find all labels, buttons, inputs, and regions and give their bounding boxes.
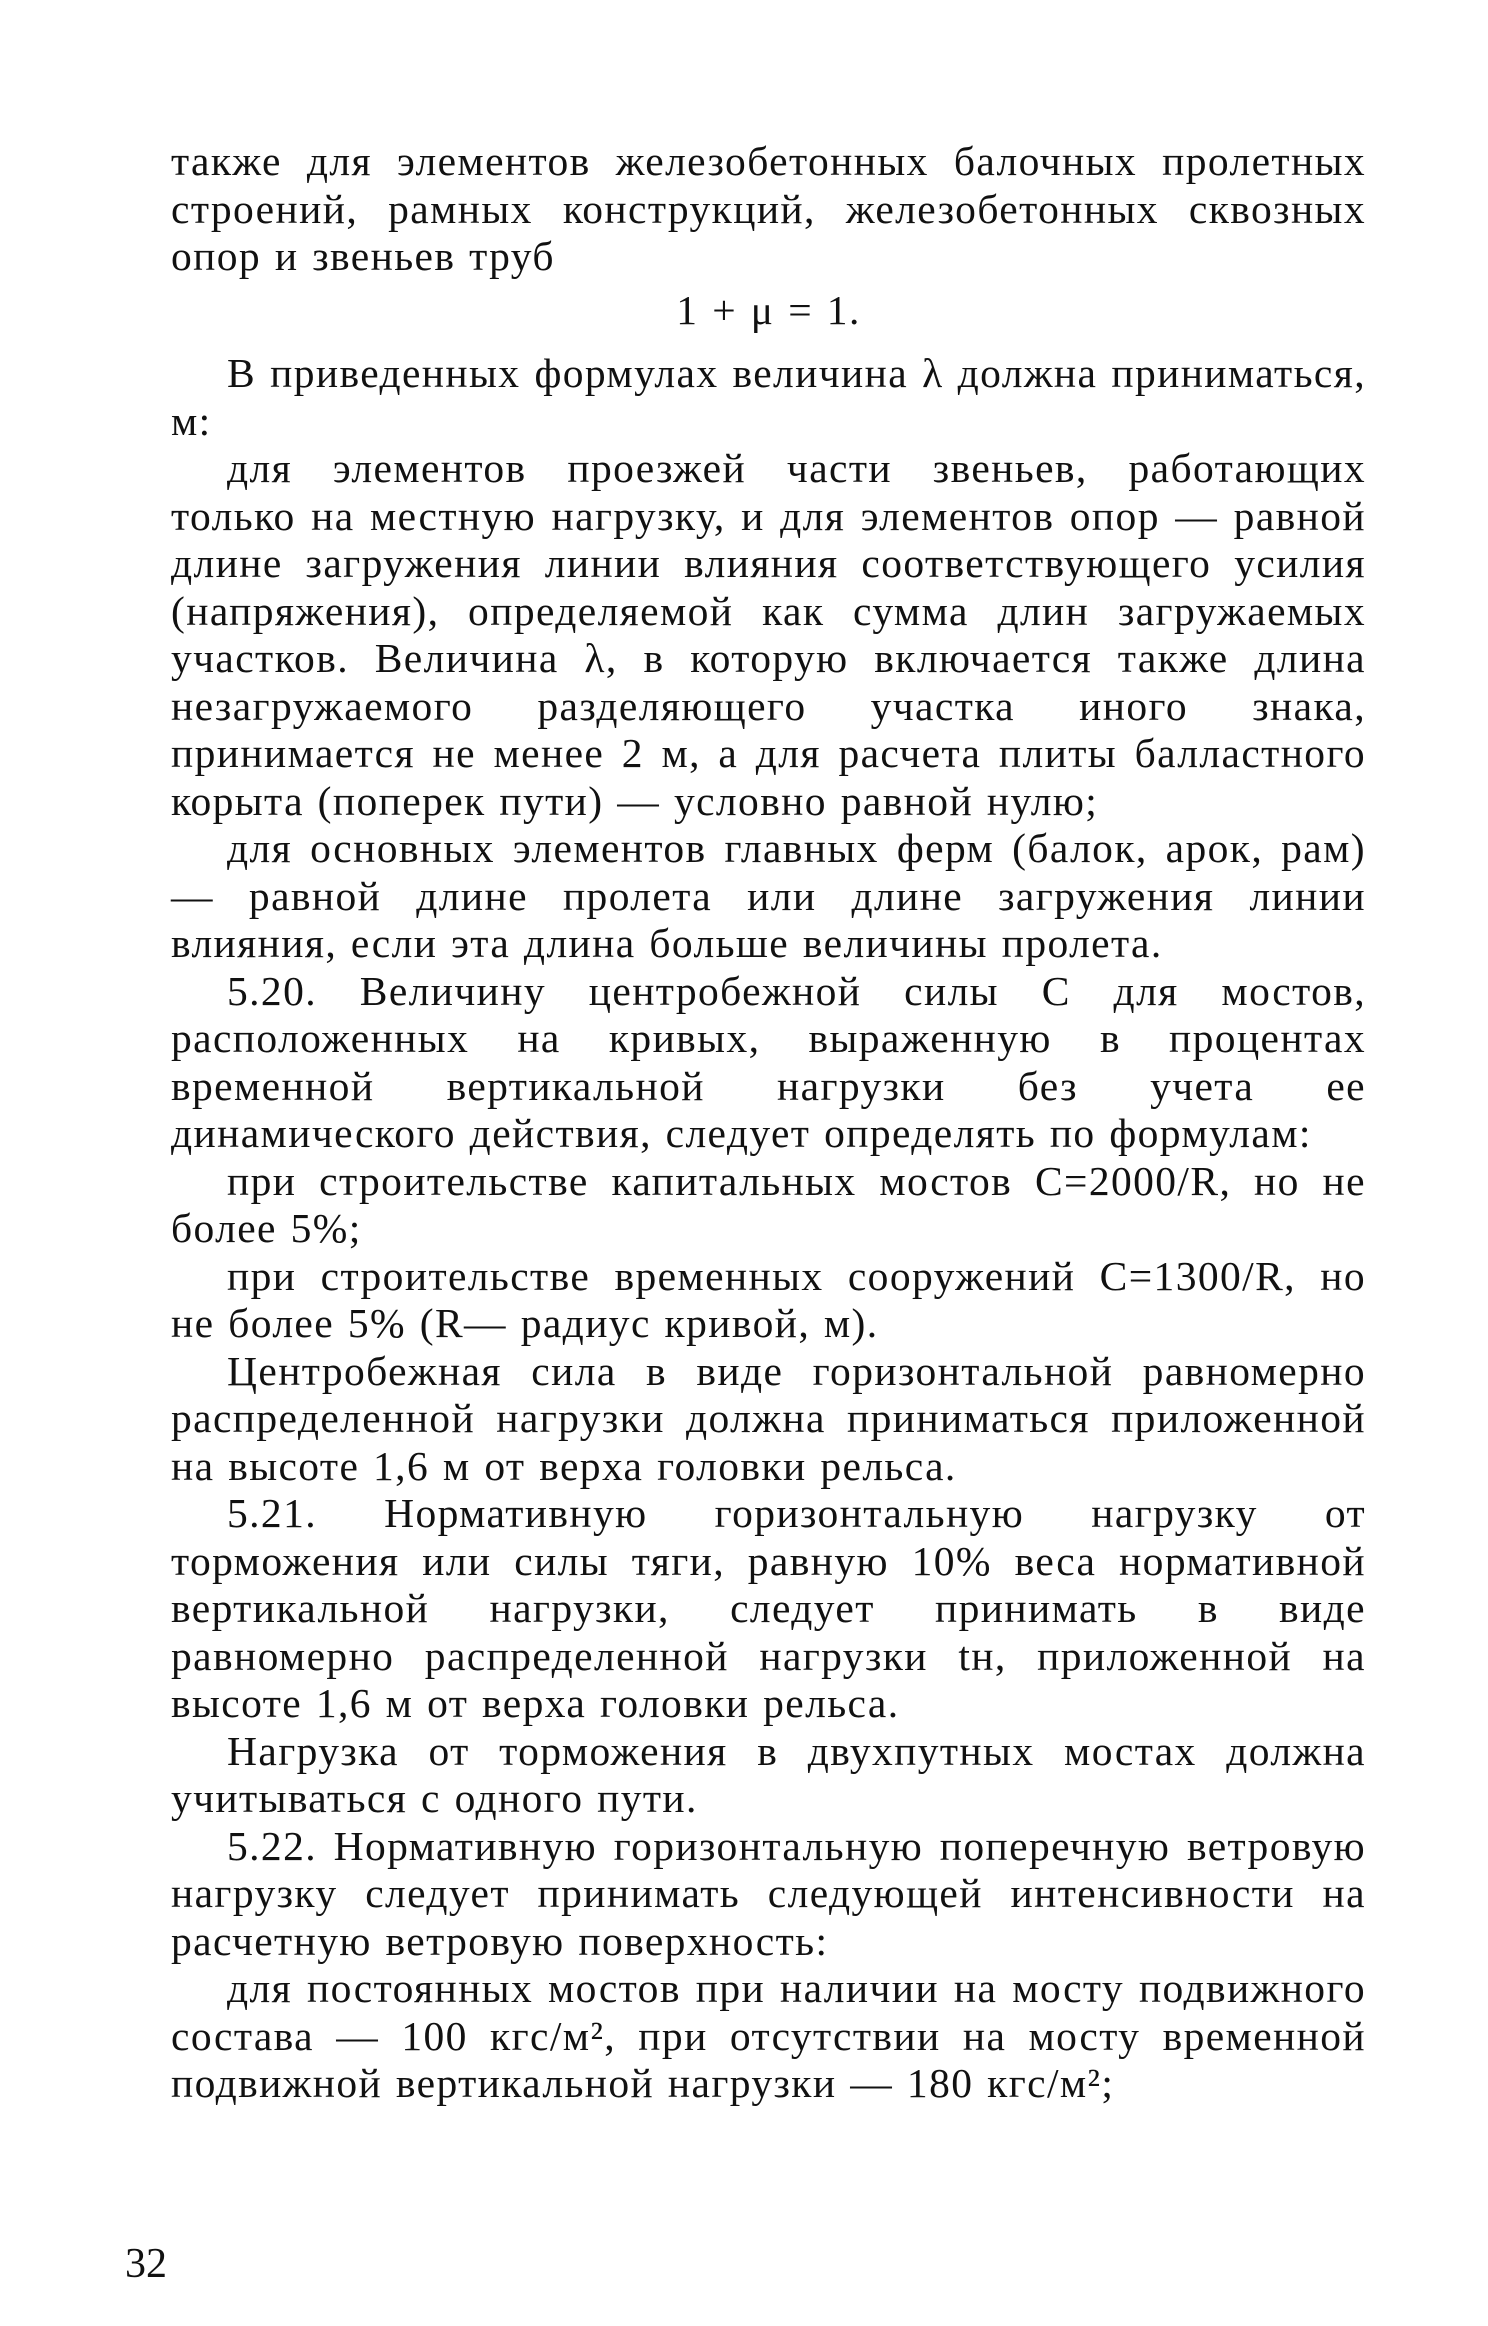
paragraph: при строительстве временных сооружений C=1300/R, но не более 5% (R— радиус кривой, м).: [171, 1252, 1366, 1346]
paragraph: В приведенных формулах величина λ должна приниматься, м:: [171, 350, 1366, 444]
paragraph: для основных элементов главных ферм (балок, арок, рам) — равной длине пролета или длине загружения линии влияния, если эта длина больше величины пролета.: [171, 825, 1366, 966]
paragraph: также для элементов железобетонных балочных пролетных строений, рамных конструкций, железобетонных сквозных опор и звеньев труб: [171, 138, 1366, 279]
page-body: [171, 138, 1366, 2108]
page-number: 32: [125, 2241, 167, 2287]
paragraph: Нагрузка от торможения в двухпутных мостах должна учитываться с одного пути.: [171, 1727, 1366, 1821]
section-5-21: 5.21. Нормативную горизонтальную нагрузку от торможения или силы тяги, равную 10% веса нормативной вертикальной нагрузки, следует принимать в виде равномерно распределенной нагрузки tн, приложенной на высоте 1,6 м от верха головки рельса.: [171, 1490, 1366, 1726]
paragraph: для элементов проезжей части звеньев, работающих только на местную нагрузку, и для элементов опор — равной длине загружения линии влияния соответствующего усилия (напряжения), определяемой как сумма длин загружаемых участков. Величина λ, в которую включается также длина незагружаемого разделяющего участка иного знака, принимается не менее 2 м, а для расчета плиты балластного корыта (поперек пути) — условно равной нулю;: [171, 445, 1366, 824]
formula: 1 + μ = 1.: [676, 286, 861, 333]
section-5-22: 5.22. Нормативную горизонтальную поперечную ветровую нагрузку следует принимать следующей интенсивности на расчетную ветровую поверхность:: [171, 1822, 1366, 1964]
paragraph: Центробежная сила в виде горизонтальной равномерно распределенной нагрузки должна приниматься приложенной на высоте 1,6 м от верха головки рельса.: [171, 1347, 1366, 1489]
paragraph: при строительстве капитальных мостов C=2000/R, но не более 5%;: [171, 1157, 1366, 1251]
paragraph: для постоянных мостов при наличии на мосту подвижного состава — 100 кгс/м², при отсутствии на мосту временной подвижной вертикальной нагрузки — 180 кгс/м²;: [171, 1965, 1366, 2106]
section-5-20: 5.20. Величину центробежной силы C для мостов, расположенных на кривых, выраженную в процентах временной вертикальной нагрузки без учета ее динамического действия, следует определять по формулам:: [171, 967, 1366, 1156]
